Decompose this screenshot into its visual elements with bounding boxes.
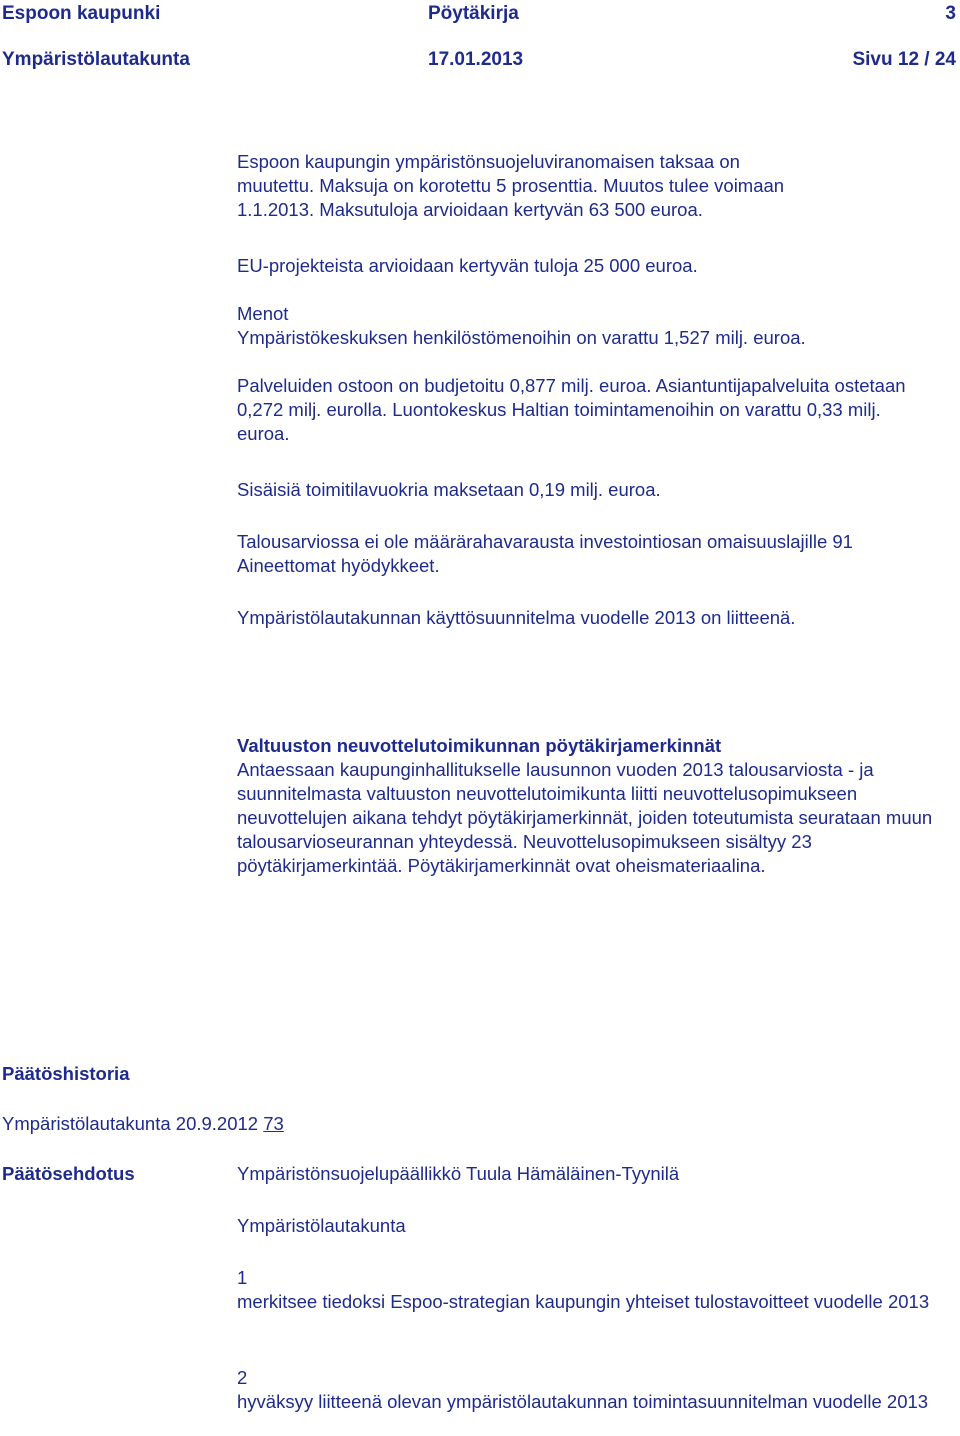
- history-heading: Päätöshistoria: [2, 1063, 130, 1084]
- paragraph-palvelut: Palveluiden ostoon on budjetoitu 0,877 milj. euroa. Asiantuntijapalveluita ostetaan 0,272 milj. eurolla. Luontokeskus Haltian toimintamenoihin on varattu 0,33 milj. euroa.: [237, 375, 906, 444]
- paragraph-taksa: [237, 150, 797, 222]
- body-name: Ympäristölautakunta: [237, 1215, 406, 1236]
- header-page: Sivu 12 / 24: [852, 49, 956, 70]
- valtuusto-text: Antaessaan kaupunginhallitukselle lausunnon vuoden 2013 talousarviosta - ja suunnitelmasta valtuuston neuvottelutoimikunta liitti neuvottelusopimukseen neuvottelujen aikana tehdyt pöytäkirjamerkinnät, joiden toteutumista seurataan muun talousarvioseurannan yhteydessä. Neuvottelusopimukseen sisältyy 23 pöytäkirjamerkintää. Pöytäkirjamerkinnät ovat oheismateriaalina.: [237, 759, 933, 876]
- paragraph-investointi: Talousarviossa ei ole määrärahavarausta investointiosan omaisuuslajille 91 Aineettomat hyödykkeet.: [237, 531, 853, 576]
- paragraph-eu: EU-projekteista arvioidaan kertyvän tuloja 25 000 euroa.: [237, 255, 698, 276]
- proposer: Ympäristönsuojelupäällikkö Tuula Hämäläinen-Tyynilä: [237, 1163, 680, 1184]
- decision-item-1-number: 1: [237, 1267, 248, 1288]
- valtuusto-heading: Valtuuston neuvottelutoimikunnan pöytäkirjamerkinnät: [237, 735, 722, 756]
- header-org: Espoon kaupunki: [2, 3, 161, 24]
- paragraph-henkilosto: Ympäristökeskuksen henkilöstömenoihin on varattu 1,527 milj. euroa.: [237, 327, 806, 348]
- meeting-number-link[interactable]: 73: [263, 1113, 284, 1134]
- history-meeting: [2, 1112, 284, 1136]
- meeting-prefix: Ympäristölautakunta 20.9.2012: [2, 1113, 259, 1134]
- paragraph-vuokrat: Sisäisiä toimitilavuokria maksetaan 0,19 milj. euroa.: [237, 479, 661, 500]
- taksa-text: Espoon kaupungin ympäristönsuojeluviranomaisen taksaa on muutettu. Maksuja on korotettu 5 prosenttia. Muutos tulee voimaan 1.1.2013. Maksutuloja arvioidaan kertyvän 63 500 euroa.: [237, 151, 785, 220]
- decision-item-1-text: merkitsee tiedoksi Espoo-strategian kaupungin yhteiset tulostavoitteet vuodelle 2013: [237, 1291, 930, 1312]
- header-doc-type: Pöytäkirja: [428, 3, 519, 24]
- header-committee: Ympäristölautakunta: [2, 49, 190, 70]
- proposal-label: Päätösehdotus: [2, 1163, 135, 1184]
- header-date: 17.01.2013: [428, 49, 524, 70]
- menot-heading: Menot: [237, 303, 289, 324]
- decision-item-2-number: 2: [237, 1367, 248, 1388]
- paragraph-kayttosuunnitelma: Ympäristölautakunnan käyttösuunnitelma vuodelle 2013 on liitteenä.: [237, 607, 796, 628]
- header-number: 3: [945, 3, 956, 24]
- decision-item-2-text: hyväksyy liitteenä olevan ympäristölautakunnan toimintasuunnitelman vuodelle 2013: [237, 1391, 929, 1412]
